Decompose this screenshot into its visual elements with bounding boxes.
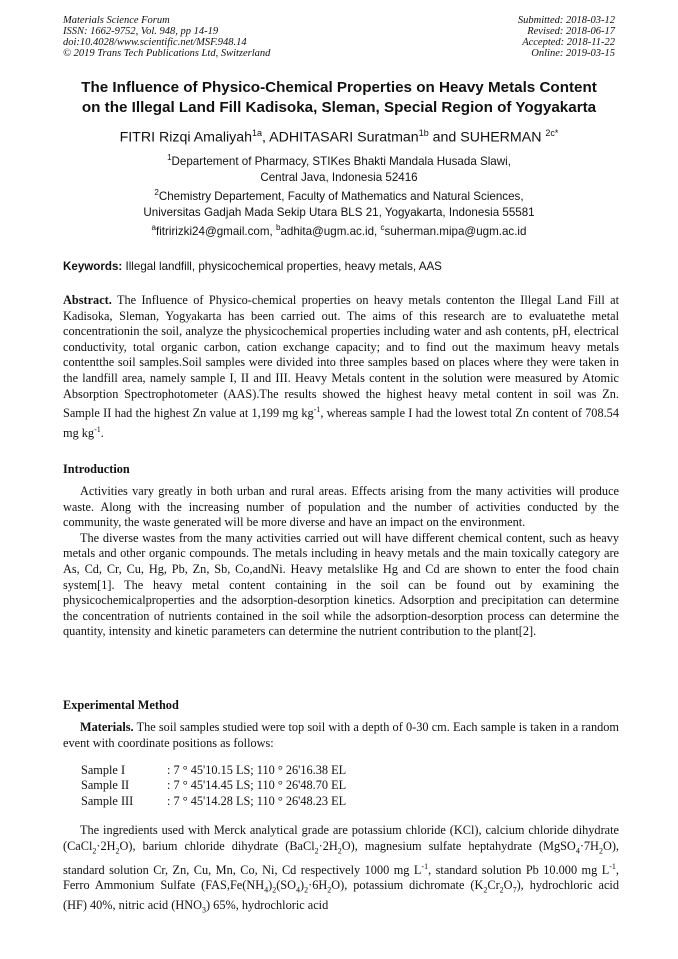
sample-row xyxy=(81,763,346,778)
journal-copyright: © 2019 Trans Tech Publications Ltd, Switzerland xyxy=(63,48,271,59)
author-list xyxy=(30,124,648,147)
date-submitted: Submitted: 2018-03-12 xyxy=(517,15,615,26)
sample-coords: : 7 ° 45'14.28 LS; 110 ° 26'48.23 EL xyxy=(167,793,347,808)
abstract-label: Abstract. xyxy=(63,293,112,307)
superscript: -1 xyxy=(421,861,429,871)
author-3-sup: 2c* xyxy=(545,128,559,138)
subscript: 3 xyxy=(202,905,206,915)
introduction-heading: Introduction xyxy=(63,462,130,476)
affiliation-2 xyxy=(30,185,648,221)
abstract-end: . xyxy=(100,425,104,440)
subscript: 2 xyxy=(92,846,97,856)
subscript: 4 xyxy=(296,885,301,895)
ingredients-part: ·2H xyxy=(96,838,116,853)
affiliation-1-line-2: Central Java, Indonesia 52416 xyxy=(260,170,418,184)
ingredients-part: ) 65%, hydrochloric acid xyxy=(206,898,329,913)
sample-name: Sample II xyxy=(81,778,130,793)
ingredients-part: , Ferro Ammonium Sulfate (FAS,Fe(NH xyxy=(63,862,619,893)
introduction-body xyxy=(63,484,619,640)
subscript: 2 xyxy=(483,885,488,895)
subscript: 2 xyxy=(115,846,120,856)
subscript: 2 xyxy=(327,885,332,895)
email-c-link[interactable]: suherman.mipa@ugm.ac.id xyxy=(384,224,527,238)
email-b-sup: b xyxy=(275,223,281,232)
subscript: 2 xyxy=(314,846,319,856)
ingredients-part: ·2H xyxy=(318,838,338,853)
author-3: SUHERMAN xyxy=(460,129,546,146)
affiliation-1-sup: 1 xyxy=(167,153,172,162)
journal-info xyxy=(63,15,270,59)
subscript: 2 xyxy=(304,885,309,895)
author-sep-1: , xyxy=(262,129,270,146)
keywords xyxy=(63,259,619,275)
ingredients-part: O xyxy=(503,878,513,893)
materials-text: The soil samples studied were top soil with a depth of 0-30 cm. Each sample is taken in a random event with coordinate positions as follows: xyxy=(63,720,619,750)
ingredients-part: O), barium chloride dihydrate (BaCl xyxy=(119,838,315,853)
date-accepted: Accepted: 2018-11-22 xyxy=(522,37,615,48)
affiliation-2-text: Chemistry Departement, Faculty of Mathematics and Natural Sciences, xyxy=(158,189,524,203)
email-a-sup: a xyxy=(151,223,156,232)
author-2-sup: 1b xyxy=(418,128,429,138)
keywords-label: Keywords: xyxy=(63,260,123,273)
affiliation-1-line-1 xyxy=(30,150,648,170)
ingredients-part: The ingredients used with Merck analytical grade are potassium chloride (KCl), calcium chloride dihydrate (CaCl xyxy=(63,823,619,853)
date-online: Online: 2019-03-15 xyxy=(531,48,615,59)
sample-row xyxy=(81,794,346,809)
ingredients-part: ) xyxy=(300,878,305,893)
ingredients-part: O), standard solution Cr, Zn, Cu, Mn, Co, Ni, Cd respectively 1000 mg L xyxy=(63,838,619,877)
subscript: 7 xyxy=(512,885,517,895)
submission-dates xyxy=(518,15,615,59)
materials-text-block xyxy=(63,720,619,751)
email-b-link[interactable]: adhita@ugm.ac.id, xyxy=(280,224,381,238)
email-c-sup: c xyxy=(380,223,385,232)
sample-name: Sample III xyxy=(81,793,134,808)
affiliation-2-line-1 xyxy=(30,185,648,205)
ingredients-part: Cr xyxy=(487,878,500,893)
sample-coords: : 7 ° 45'10.15 LS; 110 ° 26'16.38 EL xyxy=(167,763,347,777)
subscript: 2 xyxy=(499,885,504,895)
ingredients-part: O), magnesium sulfate heptahydrate (MgSO xyxy=(341,838,576,853)
title-line-1: The Influence of Physico-Chemical Properties on Heavy Metals Content xyxy=(81,79,597,96)
affiliation-2-sup: 2 xyxy=(154,188,159,197)
sample-row xyxy=(81,778,346,793)
author-sep-2: and xyxy=(428,129,461,146)
abstract-sup-1: -1 xyxy=(313,405,321,415)
sample-coordinates xyxy=(81,763,346,809)
date-revised: Revised: 2018-06-17 xyxy=(527,26,615,37)
ingredients-part: ·7H xyxy=(579,838,599,853)
title-line-2: on the Illegal Land Fill Kadisoka, Sleman, Special Region of Yogyakarta xyxy=(81,99,597,116)
subscript: 2 xyxy=(337,846,342,856)
ingredients-part: ), hydrochloric acid (HF) 40%, nitric acid (HNO xyxy=(63,878,619,913)
abstract-sup-2: -1 xyxy=(94,424,101,434)
subscript: 4 xyxy=(575,846,580,856)
introduction-paragraph-2: The diverse wastes from the many activities carried out will have different chemical content, such as heavy metals and other organic compounds. The metals including in heavy metals and the main toxically category are As, Cd, Cr, Cu, Hg, Pb, Zn, Sb, Co,andNi. Heavy metalslike Hg and Cd are shown to enter the food chain system[1]. The heavy metal content containing in the soil can be found out by examining the physicochemicalproperties and the adsorption-desorption kinetics. Adsorption and precipitation can determine the concentration of nutrients contained in the soil while the adsorption-desorption process can determine the quantity, intensity and kinetic parameters can determine the nutrient contribution to the plant[2]. xyxy=(63,530,619,639)
ingredients-part: ) xyxy=(268,878,273,893)
abstract-text: The Influence of Physico-chemical properties on heavy metals contenton the Illegal Land Fill at Kadisoka, Sleman, Yogyakarta has been carried out. The aims of this research are to evaluatethe metal concentrationin the soil, analyze the physicochemical properties including water and ash contents, pH, electrical conductivity, total organic carbon, cation exchange capacity; and to find out the maximum heavy metals contentthe soil samples.Soil samples were divided into three samples based on places where they were taken in the landfill area, namely sample I, II and III. Heavy Metals content in the solution were measured by Atomic Absorption Spectrophotometer (AAS).The results showed the highest heavy metal content in soil was Zn. Sample II had the highest Zn value at 1,199 mg kg xyxy=(63,293,619,421)
author-1-sup: 1a xyxy=(252,128,263,138)
ingredients-text xyxy=(63,823,619,918)
journal-doi: doi:10.4028/www.scientific.net/MSF.948.14 xyxy=(63,37,247,48)
affiliation-1 xyxy=(30,150,648,186)
materials-label: Materials. xyxy=(80,720,134,734)
ingredients-part: O), potassium dichromate (K xyxy=(331,878,484,893)
affiliation-2-line-2: Universitas Gadjah Mada Sekip Utara BLS 21, Yogyakarta, Indonesia 55581 xyxy=(143,205,535,219)
subscript: 2 xyxy=(598,846,603,856)
materials-paragraph xyxy=(63,720,619,751)
journal-issn: ISSN: 1662-9752, Vol. 948, pp 14-19 xyxy=(63,26,219,37)
author-1: FITRI Rizqi Amaliyah xyxy=(119,129,253,146)
author-emails xyxy=(30,220,648,240)
sample-coords: : 7 ° 45'14.45 LS; 110 ° 26'48.70 EL xyxy=(167,778,347,793)
subscript: 4 xyxy=(264,885,269,895)
introduction-paragraph-1: Activities vary greatly in both urban and rural areas. Effects arising from the many activities will produce waste. Along with the increasing number of population and the number of activities conducted by the community, the waste generated will be more diverse and have an impact on the environment. xyxy=(63,484,619,530)
affiliation-1-text: Departement of Pharmacy, STIKes Bhakti Mandala Husada Slawi, xyxy=(171,154,511,168)
journal-name: Materials Science Forum xyxy=(63,15,170,26)
ingredients-part: ·6H xyxy=(308,878,328,893)
keywords-text: Illegal landfill, physicochemical properties, heavy metals, AAS xyxy=(122,260,442,273)
paper-title xyxy=(30,78,648,118)
ingredients-part: (SO xyxy=(276,878,297,893)
abstract-text-2: , whereas sample I had the lowest total Zn content of 708.54 mg kg xyxy=(63,406,619,440)
ingredients-part: , standard solution Pb 10.000 mg L xyxy=(428,862,610,877)
superscript: -1 xyxy=(609,861,616,871)
author-2: ADHITASARI Suratman xyxy=(269,129,419,146)
experimental-heading: Experimental Method xyxy=(63,698,179,712)
sample-name: Sample I xyxy=(81,763,126,777)
subscript: 2 xyxy=(272,885,277,895)
email-a-link[interactable]: fitririzki24@gmail.com, xyxy=(155,224,276,238)
abstract xyxy=(63,293,619,442)
ingredients-paragraph xyxy=(63,823,619,918)
